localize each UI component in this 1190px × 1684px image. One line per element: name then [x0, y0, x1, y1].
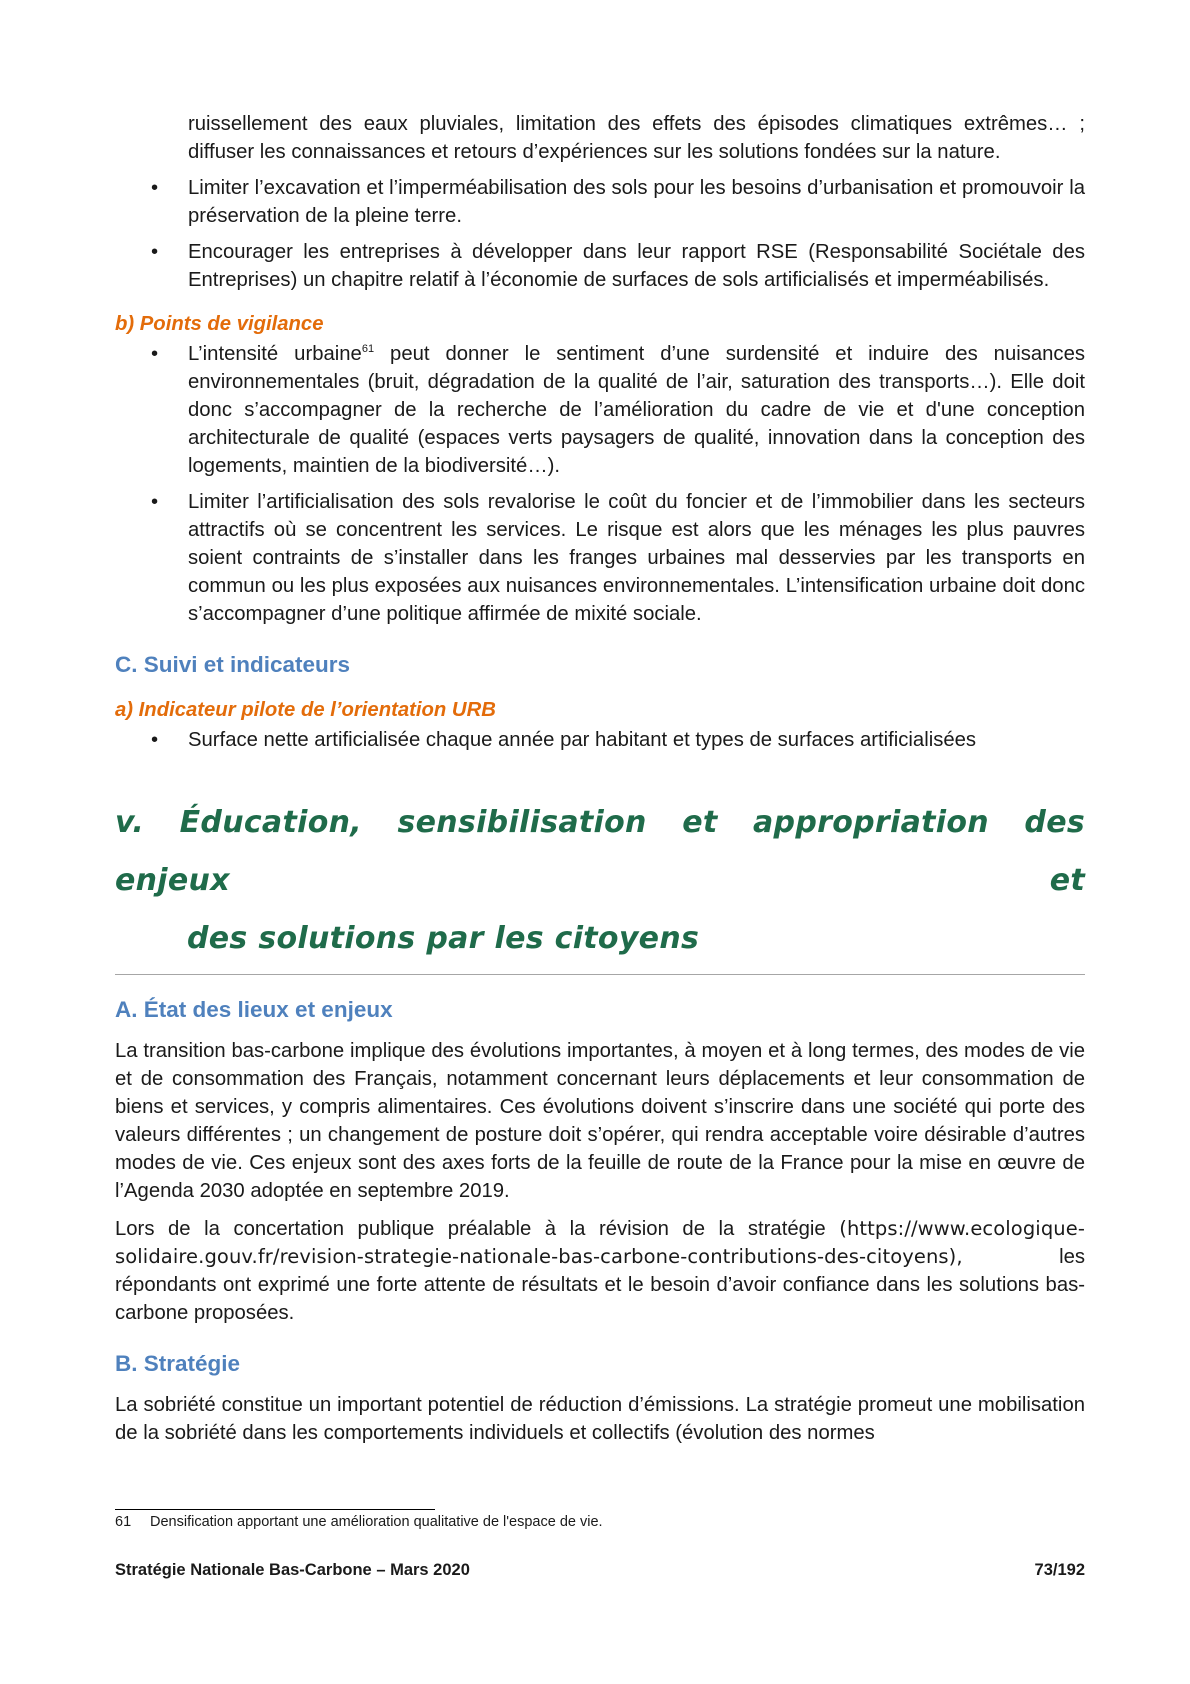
footnote-text: Densification apportant une amélioration qualitative de l'espace de vie.	[150, 1514, 603, 1530]
list-item: • Surface nette artificialisée chaque année par habitant et types de surfaces artificialisées	[115, 726, 1085, 754]
strategie-heading: B. Stratégie	[115, 1351, 241, 1376]
vigilance-bullet-list	[115, 340, 1085, 628]
list-item: • Limiter l’excavation et l’imperméabilisation des sols pour les besoins d’urbanisation et promouvoir la préservation de la pleine terre.	[115, 174, 1085, 230]
footnote-divider	[115, 1509, 435, 1510]
chapter-title-line2: des solutions par les citoyens	[187, 921, 700, 956]
footnote	[115, 1512, 603, 1532]
chapter-title	[115, 794, 1085, 968]
intro-continuation: ruissellement des eaux pluviales, limitation des effets des épisodes climatiques extrêmes… ; diffuser les connaissances et retours d’expériences sur les solutions fondées sur la nature.	[188, 113, 1085, 163]
chapter-divider	[115, 974, 1085, 975]
chapter-title-line1: v. Éducation, sensibilisation et appropriation des enjeux et	[115, 805, 1085, 898]
etat-heading: A. État des lieux et enjeux	[115, 997, 393, 1022]
bullet-icon: •	[151, 491, 159, 513]
suivi-subheading: a) Indicateur pilote de l’orientation URB	[115, 699, 496, 721]
page-body	[115, 110, 1085, 1447]
list-item: • Encourager les entreprises à développer dans leur rapport RSE (Responsabilité Sociétale des Entreprises) un chapitre relatif à l’économie de surfaces de sols artificialisés et imperméabilisés.	[115, 238, 1085, 294]
suivi-heading: C. Suivi et indicateurs	[115, 652, 351, 677]
bullet-icon: •	[151, 177, 159, 199]
footnote-number: 61	[115, 1514, 132, 1530]
bullet-icon: •	[151, 343, 159, 365]
footnote-ref[interactable]: 61	[361, 343, 375, 356]
list-item: • L’intensité urbaine$^{61}$ peut donner le sentiment d’une surdensité et induire des nuisances environnementales (bruit, dégradation de la qualité de l’air, saturation des transports…). Elle doit donc s’accompagner de la recherche de l’amélioration du cadre de vie et d'une conception architecturale de qualité (espaces verts paysagers de qualité, innovation dans la conception des logements, maintien de la biodiversité…).	[115, 340, 1085, 480]
intro-bullet-list	[115, 174, 1085, 294]
page-number: 73/192	[1034, 1561, 1085, 1579]
bullet-icon: •	[151, 729, 159, 751]
bullet-icon: •	[151, 241, 159, 263]
footer-title: Stratégie Nationale Bas-Carbone – Mars 2020	[115, 1561, 470, 1579]
vigilance-heading: b) Points de vigilance	[115, 313, 324, 335]
list-item: • Limiter l’artificialisation des sols revalorise le coût du foncier et de l’immobilier dans les secteurs attractifs où se concentrent les services. Le risque est alors que les ménages les plus pauvres soient contraints de s’installer dans les franges urbaines mal desservies par les transports en commun ou les plus exposées aux nuisances environnementales. L’intensification urbaine doit donc s’accompagner d’une politique affirmée de mixité sociale.	[115, 488, 1085, 628]
etat-paragraph-2: Lors de la concertation publique préalable à la révision de la stratégie (https://www.ecologique-solidaire.gouv.fr/revision-strategie-nationale-bas-carbone-contributions-des-citoyens), les répondants ont exprimé une forte attente de résultats et le besoin d’avoir confiance dans les solutions bas-carbone proposées.	[115, 1217, 1085, 1324]
strategie-paragraph: La sobriété constitue un important potentiel de réduction d’émissions. La stratégie promeut une mobilisation de la sobriété dans les comportements individuels et collectifs (évolution des normes	[115, 1394, 1085, 1444]
consultation-link[interactable]: (https://www.ecologique-solidaire.gouv.fr/revision-strategie-nationale-bas-carbone-contributions-des-citoyens),	[115, 1217, 1085, 1268]
etat-paragraph-1: La transition bas-carbone implique des évolutions importantes, à moyen et à long termes, des modes de vie et de consommation des Français, notamment concernant leurs déplacements et leur consommation de biens et services, y compris alimentaires. Ces évolutions doivent s’inscrire dans une société qui porte des valeurs différentes ; un changement de posture doit s’opérer, qui rendra acceptable voire désirable d’autres modes de vie. Ces enjeux sont des axes forts de la feuille de route de la France pour la mise en œuvre de l’Agenda 2030 adoptée en septembre 2019.	[115, 1040, 1085, 1202]
suivi-bullet-list	[115, 726, 1085, 754]
